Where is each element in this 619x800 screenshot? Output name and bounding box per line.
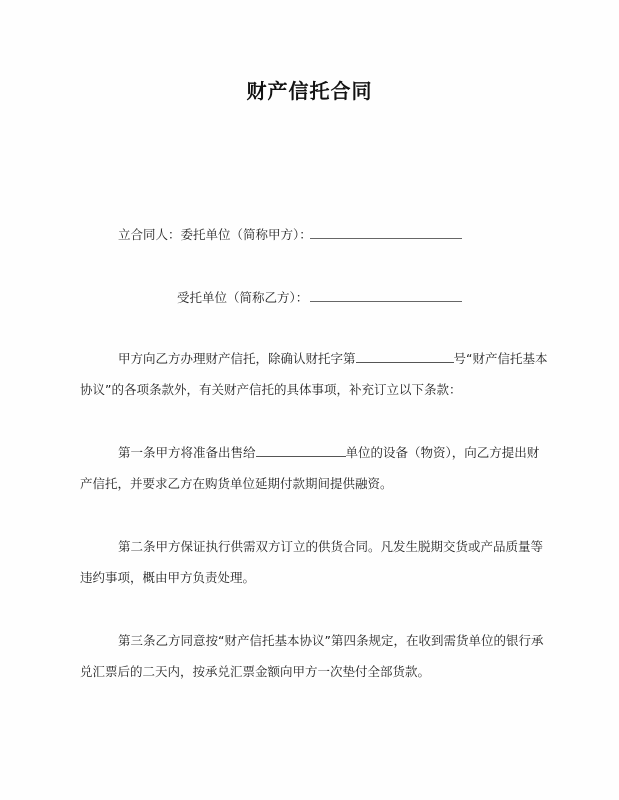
paragraph-intro-line-2: 协议”的各项条款外，有关财产信托的具体事项，补充订立以下条款： bbox=[80, 382, 462, 397]
party-a-label: 立合同人：委托单位（简称甲方）： bbox=[118, 227, 312, 242]
article-1-line-2: 产信托，并要求乙方在购货单位延期付款期间提供融资。 bbox=[80, 476, 393, 491]
trust-number-blank[interactable] bbox=[356, 350, 454, 363]
article-2-line-1: 第二条甲方保证执行供需双方订立的供货合同。凡发生脱期交货或产品质量等 bbox=[118, 539, 544, 554]
article-1-text-after-blank: 单位的设备（物资），向乙方提出财 bbox=[345, 445, 540, 460]
article-2-line-2: 违约事项，概由甲方负责处理。 bbox=[80, 570, 256, 585]
party-b-fill-line[interactable] bbox=[310, 301, 462, 302]
buyer-unit-blank[interactable] bbox=[256, 444, 346, 457]
article-1-line-1 bbox=[118, 444, 539, 462]
article-3-line-1: 第三条乙方同意按“财产信托基本协议”第四条规定，在收到需货单位的银行承 bbox=[118, 633, 544, 648]
document-title: 财产信托合同 bbox=[246, 79, 373, 103]
article-3-line-2: 兑汇票后的二天内，按承兑汇票金额向甲方一次垫付全部货款。 bbox=[80, 664, 431, 679]
intro-text-before-blank: 甲方向乙方办理财产信托，除确认财托字第 bbox=[118, 351, 356, 366]
intro-text-after-blank: 号“财产信托基本 bbox=[453, 351, 548, 366]
article-1-text-before-blank: 第一条甲方将准备出售给 bbox=[118, 445, 256, 460]
paragraph-intro-line-1 bbox=[118, 350, 548, 368]
party-a-fill-line[interactable] bbox=[310, 238, 462, 239]
party-b-label: 受托单位（简称乙方）： bbox=[177, 290, 309, 305]
